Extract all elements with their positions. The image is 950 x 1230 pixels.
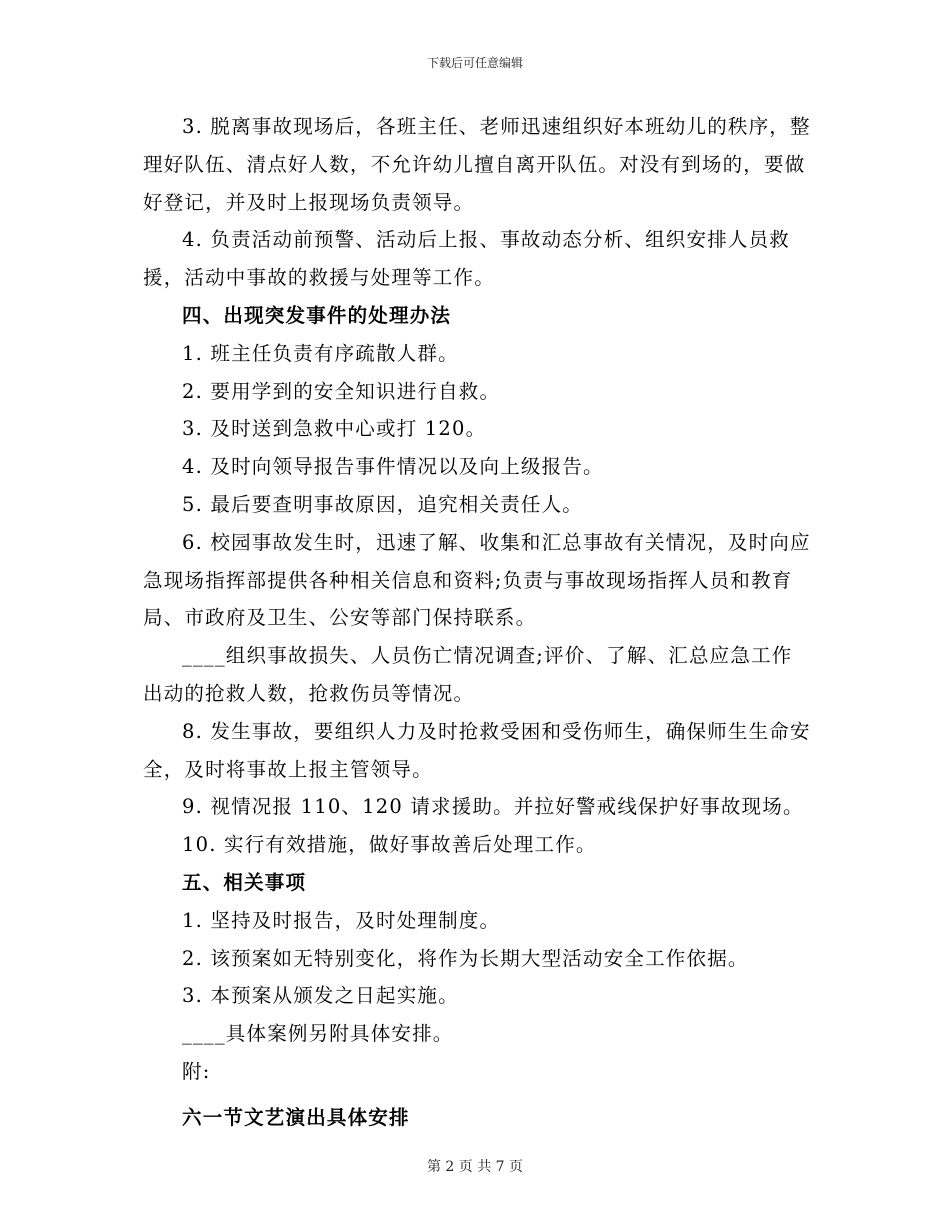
page-header: 下载后可任意编辑: [426, 56, 523, 70]
paragraph: 10. 实行有效措施，做好事故善后处理工作。: [182, 833, 597, 857]
section-heading: 六一节文艺演出具体安排: [182, 1105, 410, 1129]
paragraph: 6. 校园事故发生时，迅速了解、收集和汇总事故有关情况，及时向应急现场指挥部提供各种相关信息和资料;负责与事故现场指挥人员和教育局、市政府及卫生、公安等部门保持联系。: [143, 530, 811, 630]
document-body: [143, 108, 811, 1137]
paragraph: 4. 负责活动前预警、活动后上报、事故动态分析、组织安排人员救援，活动中事故的救援与处理等工作。: [143, 228, 791, 290]
section-heading: 五、相关事项: [182, 870, 307, 894]
paragraph: 8. 发生事故，要组织人力及时抢救受困和受伤师生，确保师生生命安全，及时将事故上报主管领导。: [143, 719, 811, 781]
paragraph: 附:: [182, 1059, 211, 1083]
paragraph: 5. 最后要查明事故原因，追究相关责任人。: [182, 492, 584, 516]
paragraph: 1. 坚持及时报告，及时处理制度。: [182, 908, 501, 932]
paragraph: 4. 及时向领导报告事件情况以及向上级报告。: [182, 455, 604, 479]
paragraph: 2. 该预案如无特别变化，将作为长期大型活动安全工作依据。: [182, 946, 749, 970]
paragraph: 3. 脱离事故现场后，各班主任、老师迅速组织好本班幼儿的秩序，整理好队伍、清点好人数，不允许幼儿擅自离开队伍。对没有到场的，要做好登记，并及时上报现场负责领导。: [143, 115, 811, 214]
paragraph: 3. 及时送到急救中心或打 120。: [182, 417, 487, 441]
paragraph: 9. 视情况报 110、120 请求援助。并拉好警戒线保护好事故现场。: [182, 795, 804, 819]
page-footer: 第 2 页 共 7 页: [426, 1159, 524, 1175]
paragraph: 2. 要用学到的安全知识进行自救。: [182, 379, 501, 403]
paragraph: 1. 班主任负责有序疏散人群。: [182, 341, 459, 365]
paragraph: ____具体案例另附具体安排。: [182, 1022, 454, 1046]
paragraph: ____组织事故损失、人员伤亡情况调查;评价、了解、汇总应急工作出动的抢救人数，抢救伤员等情况。: [143, 644, 793, 705]
paragraph: 3. 本预案从颁发之日起实施。: [182, 984, 459, 1008]
section-heading: 四、出现突发事件的处理办法: [182, 303, 452, 327]
